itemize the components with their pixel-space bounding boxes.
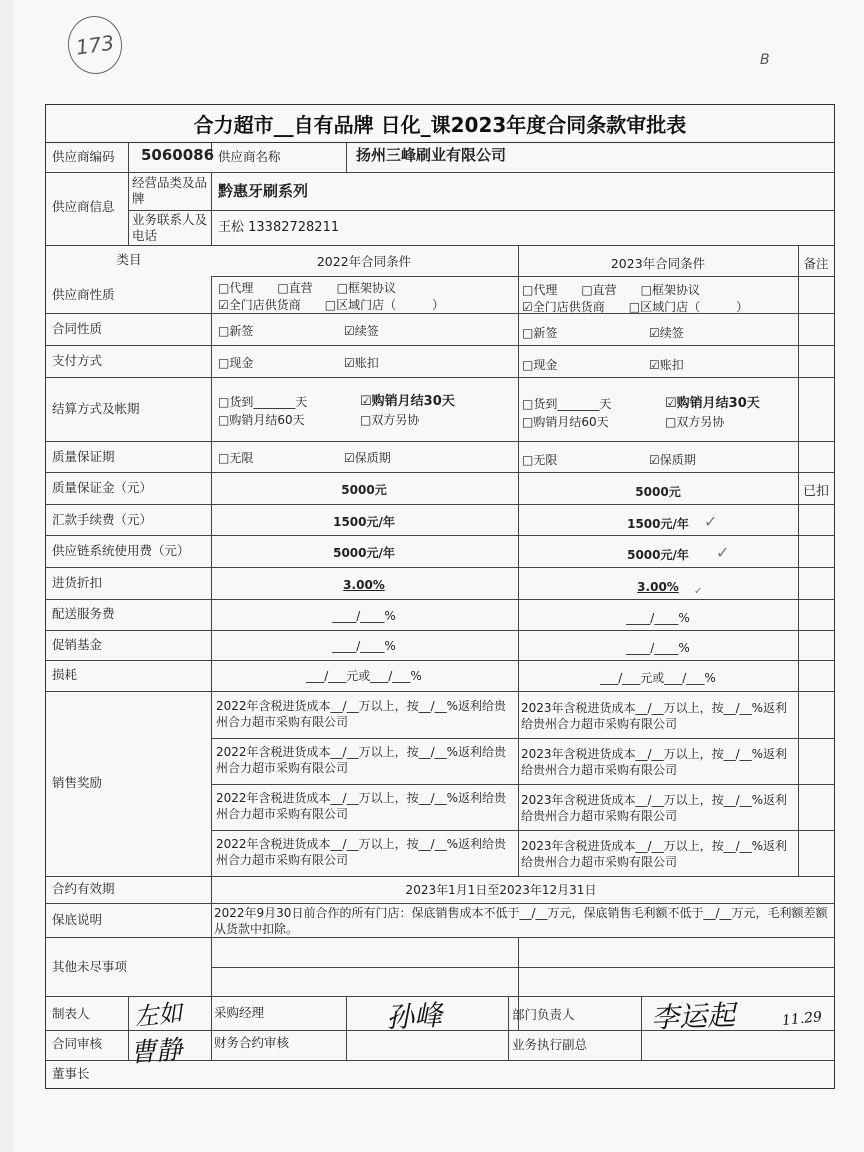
settlement-2023-opt4: □双方另协 xyxy=(665,415,725,429)
header-remark: 备注 xyxy=(803,256,829,271)
circled-number-text: 173 xyxy=(74,30,116,60)
label-loss: 损耗 xyxy=(52,667,78,682)
label-nature: 供应商性质 xyxy=(52,287,115,302)
settlement-2022-opt1: □货到_______天 xyxy=(218,395,308,409)
system-fee-2022: 5000元/年 xyxy=(333,546,395,560)
supplier-name-value: 扬州三峰刷业有限公司 xyxy=(356,146,507,164)
label-delivery: 配送服务费 xyxy=(52,606,115,621)
header-category: 类目 xyxy=(116,252,142,267)
supplier-name-label: 供应商名称 xyxy=(218,149,281,164)
contract-2023-opt1: □新签 xyxy=(522,326,558,340)
settlement-2023-opt3: □购销月结60天 xyxy=(522,415,609,429)
deposit-remark: 已扣 xyxy=(802,484,830,499)
label-other: 其他未尽事项 xyxy=(52,959,128,974)
signature-reviewer: 曹静 xyxy=(129,1035,184,1069)
warranty-2023-opt1: □无限 xyxy=(522,453,558,467)
approval-form xyxy=(45,104,835,1089)
tick-mark-icon: ✓ xyxy=(716,543,730,562)
contract-2023-opt2: ☑续签 xyxy=(649,326,684,340)
deposit-2023: 5000元 xyxy=(635,485,681,499)
label-dept-head: 部门负责人 xyxy=(512,1007,575,1022)
signature-dept-head-date: 11.29 xyxy=(781,1008,823,1030)
discount-2022: 3.00% xyxy=(343,578,385,592)
rebate-2022-item: 2022年含税进货成本__/__万以上，按__/__%返利给贵州合力超市采购有限公司 xyxy=(216,791,507,821)
supplier-code-value: 5060086 xyxy=(141,146,215,164)
label-vp: 业务执行副总 xyxy=(512,1037,588,1052)
rebate-2023-item: 2023年含税进货成本__/__万以上，按__/__%返利给贵州合力超市采购有限公司 xyxy=(521,701,788,731)
label-purchase-mgr: 采购经理 xyxy=(214,1005,265,1020)
loss-2022: ___/___元或___/___% xyxy=(306,669,422,683)
tick-mark-icon: ✓ xyxy=(704,512,718,531)
promo-2022: ____/____% xyxy=(332,639,396,653)
signature-purchase-mgr: 孙峰 xyxy=(385,998,443,1035)
rebate-2023-item: 2023年含税进货成本__/__万以上，按__/__%返利给贵州合力超市采购有限公司 xyxy=(521,839,788,869)
label-review: 合同审核 xyxy=(52,1036,103,1051)
rebate-2022-item: 2022年含税进货成本__/__万以上，按__/__%返利给贵州合力超市采购有限公司 xyxy=(216,699,507,729)
validity-value: 2023年1月1日至2023年12月31日 xyxy=(405,883,597,897)
rebate-2023-item: 2023年含税进货成本__/__万以上，按__/__%返利给贵州合力超市采购有限公司 xyxy=(521,793,788,823)
nature-2022-line1: □代理 □直营 □框架协议 xyxy=(218,281,397,295)
contact-value: 王松 13382728211 xyxy=(218,220,340,235)
settlement-2023-opt2: ☑购销月结30天 xyxy=(665,396,760,411)
label-payment: 支付方式 xyxy=(52,353,103,368)
rebate-2022-item: 2022年含税进货成本__/__万以上，按__/__%返利给贵州合力超市采购有限公司 xyxy=(216,745,507,775)
label-finance: 财务合约审核 xyxy=(214,1035,290,1050)
label-warranty: 质量保证期 xyxy=(52,449,115,464)
warranty-2022-opt1: □无限 xyxy=(218,451,254,465)
rebate-2022-item: 2022年含税进货成本__/__万以上，按__/__%返利给贵州合力超市采购有限公司 xyxy=(216,837,507,867)
system-fee-2023: 5000元/年 xyxy=(627,548,689,562)
payment-2023-opt2: ☑账扣 xyxy=(649,358,684,372)
settlement-2022-opt4: □双方另协 xyxy=(360,413,420,427)
nature-2023-line1: □代理 □直营 □框架协议 xyxy=(522,283,701,297)
header-2023: 2023年合同条件 xyxy=(610,256,706,271)
nature-2022-line2: ☑全门店供货商 □区域门店（ ） xyxy=(218,298,445,312)
label-discount: 进货折扣 xyxy=(52,575,103,590)
guarantee-value: 2022年9月30日前合作的所有门店：保底销售成本不低于__/__万元，保底销售毛利额不低于__/__万元，毛利额差额从货款中扣除。 xyxy=(214,906,828,936)
payment-2022-opt2: ☑账扣 xyxy=(344,356,379,370)
label-chairman: 董事长 xyxy=(52,1066,90,1081)
loss-2023: ___/___元或___/___% xyxy=(600,671,716,685)
contact-label: 业务联系人及电话 xyxy=(132,212,208,243)
warranty-2023-opt2: ☑保质期 xyxy=(649,453,696,467)
discount-2023: 3.00% xyxy=(637,580,679,594)
delivery-2023: ____/____% xyxy=(626,611,690,625)
deposit-2022: 5000元 xyxy=(341,483,387,497)
contract-2022-opt2: ☑续签 xyxy=(344,324,379,338)
settlement-2022-opt2: ☑购销月结30天 xyxy=(360,394,455,409)
signature-preparer: 左如 xyxy=(132,998,184,1032)
settlement-2022-opt3: □购销月结60天 xyxy=(218,413,305,427)
remit-fee-2023: 1500元/年 xyxy=(627,517,689,531)
supplier-code-label: 供应商编码 xyxy=(52,149,115,164)
delivery-2022: ____/____% xyxy=(332,609,396,623)
payment-2022-opt1: □现金 xyxy=(218,356,254,370)
label-deposit: 质量保证金（元） xyxy=(52,480,153,495)
supplier-info-label: 供应商信息 xyxy=(52,199,115,214)
form-title: 合力超市__自有品牌 日化_课2023年度合同条款审批表 xyxy=(46,105,834,143)
label-validity: 合约有效期 xyxy=(52,881,115,896)
label-contract: 合同性质 xyxy=(52,321,103,336)
rebate-2023-item: 2023年含税进货成本__/__万以上，按__/__%返利给贵州合力超市采购有限公司 xyxy=(521,747,788,777)
corner-mark: B xyxy=(760,52,770,68)
category-label: 经营品类及品牌 xyxy=(132,175,208,206)
label-system-fee: 供应链系统使用费（元） xyxy=(52,543,190,558)
nature-2023-line2: ☑全门店供货商 □区域门店（ ） xyxy=(522,300,749,314)
payment-2023-opt1: □现金 xyxy=(522,358,558,372)
category-value: 黔惠牙刷系列 xyxy=(218,182,309,200)
signature-dept-head: 李运起 xyxy=(650,998,736,1035)
warranty-2022-opt2: ☑保质期 xyxy=(344,451,391,465)
label-settlement: 结算方式及帐期 xyxy=(52,401,140,416)
label-guarantee: 保底说明 xyxy=(52,912,103,927)
label-remit-fee: 汇款手续费（元） xyxy=(52,512,153,527)
header-2022: 2022年合同条件 xyxy=(316,254,412,269)
settlement-2023-opt1: □货到_______天 xyxy=(522,397,612,411)
tick-mark-icon: ✓ xyxy=(694,586,703,597)
remit-fee-2022: 1500元/年 xyxy=(333,515,395,529)
label-preparer: 制表人 xyxy=(52,1006,90,1021)
contract-2022-opt1: □新签 xyxy=(218,324,254,338)
promo-2023: ____/____% xyxy=(626,641,690,655)
label-rebate: 销售奖励 xyxy=(52,775,103,790)
label-promo: 促销基金 xyxy=(52,637,103,652)
